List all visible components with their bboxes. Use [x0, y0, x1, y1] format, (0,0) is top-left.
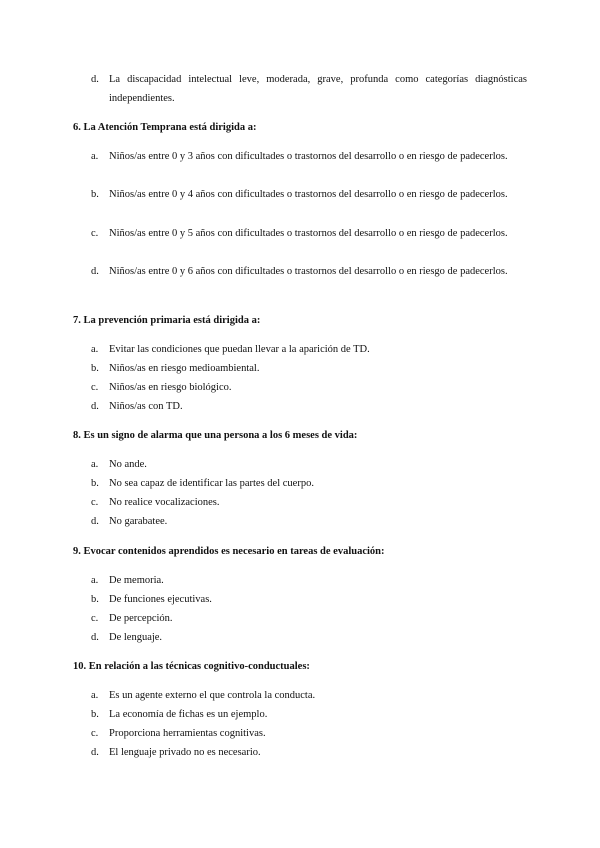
option-text: Proporciona herramientas cognitivas.: [109, 728, 266, 739]
option-text: Niños/as con TD.: [109, 401, 183, 412]
option-letter: b.: [91, 478, 99, 489]
option-letter: c.: [91, 382, 99, 393]
question-9-title: 9. Evocar contenidos aprendidos es necesario en tareas de evaluación:: [73, 546, 385, 557]
option-letter: d.: [91, 747, 99, 758]
option-text: No realice vocalizaciones.: [109, 497, 220, 508]
option-letter: b.: [91, 363, 99, 374]
option-letter: c.: [91, 613, 99, 624]
option-text: Niños/as entre 0 y 3 años con dificultades o trastornos del desarrollo o en riesgo de padecerlos.: [109, 151, 508, 162]
option-text: La economía de fichas es un ejemplo.: [109, 709, 268, 720]
option-letter: d.: [91, 74, 99, 85]
option-text: De funciones ejecutivas.: [109, 594, 212, 605]
option-letter: b.: [91, 594, 99, 605]
option-letter: a.: [91, 344, 99, 355]
question-7-title: 7. La prevención primaria está dirigida a:: [73, 315, 261, 326]
option-text: Niños/as en riesgo biológico.: [109, 382, 232, 393]
option-text: Niños/as en riesgo medioambiental.: [109, 363, 260, 374]
option-letter: c.: [91, 497, 99, 508]
option-letter: b.: [91, 709, 99, 720]
option-text: De percepción.: [109, 613, 173, 624]
question-6-title: 6. La Atención Temprana está dirigida a:: [73, 122, 257, 133]
option-letter: a.: [91, 151, 99, 162]
option-letter: c.: [91, 228, 99, 239]
option-text: Niños/as entre 0 y 6 años con dificultades o trastornos del desarrollo o en riesgo de padecerlos.: [109, 266, 508, 277]
question-10-title: 10. En relación a las técnicas cognitivo-conductuales:: [73, 661, 310, 672]
option-letter: a.: [91, 575, 99, 586]
option-letter: b.: [91, 189, 99, 200]
option-letter: c.: [91, 728, 99, 739]
option-letter: d.: [91, 632, 99, 643]
option-letter: a.: [91, 690, 99, 701]
option-letter: d.: [91, 516, 99, 527]
option-text: De memoria.: [109, 575, 164, 586]
question-8-title: 8. Es un signo de alarma que una persona a los 6 meses de vida:: [73, 430, 358, 441]
option-text: La discapacidad intelectual leve, moderada, grave, profunda como categorías diagnósticas independientes.: [109, 74, 527, 104]
option-text: Evitar las condiciones que puedan llevar a la aparición de TD.: [109, 344, 370, 355]
option-text: No sea capaz de identificar las partes del cuerpo.: [109, 478, 314, 489]
option-text: Niños/as entre 0 y 4 años con dificultades o trastornos del desarrollo o en riesgo de padecerlos.: [109, 189, 508, 200]
option-letter: d.: [91, 266, 99, 277]
option-text: No garabatee.: [109, 516, 168, 527]
option-text: El lenguaje privado no es necesario.: [109, 747, 261, 758]
option-letter: a.: [91, 459, 99, 470]
option-letter: d.: [91, 401, 99, 412]
option-text: Niños/as entre 0 y 5 años con dificultades o trastornos del desarrollo o en riesgo de padecerlos.: [109, 228, 508, 239]
option-text: Es un agente externo el que controla la conducta.: [109, 690, 316, 701]
option-text: De lenguaje.: [109, 632, 163, 643]
option-text: No ande.: [109, 459, 147, 470]
